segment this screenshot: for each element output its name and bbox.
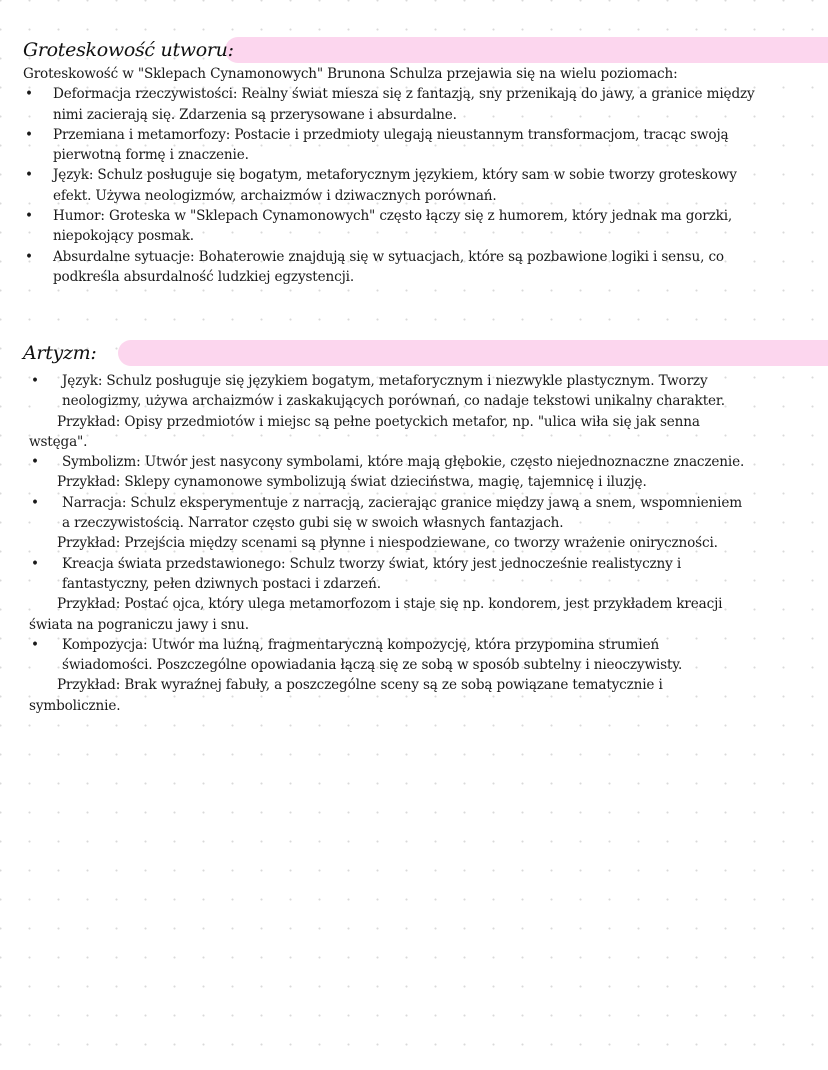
list-item-text: Kompozycja: Utwór ma luźną, fragmentaryczną kompozycję, która przypomina strumień świadomości. Poszczególne opowiadania łączą się ze sobą w sposób subtelny i nieoczywisty. (62, 636, 683, 674)
intro-paragraph: Groteskowość w "Sklepach Cynamonowych" Brunona Schulza przejawia się na wielu poziomach: (23, 66, 678, 82)
list-item (0, 125, 828, 166)
section-heading: Groteskowość utworu: (23, 39, 234, 61)
example-paragraph: Przykład: Brak wyraźnej fabuły, a poszczególne sceny są ze sobą powiązane tematycznie i symbolicznie. (29, 677, 663, 714)
bullet-icon: • (31, 454, 39, 471)
bullet-list (0, 84, 828, 287)
list-item (0, 165, 828, 206)
list-item-text: Humor: Groteska w "Sklepach Cynamonowych" często łączy się z humorem, który jednak ma gorzki, niepokojący posmak. (53, 208, 733, 245)
list-item-text: Język: Schulz posługuje się językiem bogatym, metaforycznym i niezwykle plastycznym. Tworzy neologizmy, używa archaizmów i zaskakujących porównań, co nadaje tekstowi unikalny charakter. (62, 373, 725, 410)
list-item (0, 493, 828, 554)
heading-highlight (225, 37, 828, 63)
list-item (0, 452, 828, 493)
example-paragraph: Przykład: Przejścia między scenami są płynne i niespodziewane, co tworzy wrażenie oniryczności. (57, 535, 718, 552)
bullet-icon: • (25, 167, 33, 184)
example-paragraph: Przykład: Sklepy cynamonowe symbolizują świat dzieciństwa, magię, tajemnicę i iluzję. (57, 474, 647, 491)
bullet-icon: • (25, 208, 33, 225)
section-heading-row (0, 340, 828, 368)
list-item (0, 635, 828, 716)
bullet-icon: • (31, 555, 39, 572)
list-item-text: Przemiana i metamorfozy: Postacie i przedmioty ulegają nieustannym transformacjom, tracąc swoją pierwotną formę i znaczenie. (53, 126, 729, 164)
list-item (0, 371, 828, 452)
list-item (0, 206, 828, 247)
list-item (0, 84, 828, 125)
bullet-icon: • (25, 86, 33, 103)
list-item (0, 554, 828, 635)
list-item (0, 247, 828, 288)
bullet-icon: • (31, 494, 39, 511)
example-paragraph: Przykład: Postać ojca, który ulega metamorfozom i staje się np. kondorem, jest przykładem kreacji świata na pograniczu jawy i snu. (29, 596, 723, 633)
list-item-text: Język: Schulz posługuje się bogatym, metaforycznym językiem, który sam w sobie tworzy groteskowy efekt. Używa neologizmów, archaizmów i dziwacznych porównań. (53, 167, 737, 204)
section-heading-row (0, 37, 828, 65)
bullet-icon: • (25, 248, 33, 265)
section-groteskowosc (0, 37, 828, 287)
bullet-icon: • (25, 126, 33, 143)
list-item-text: Kreacja świata przedstawionego: Schulz tworzy świat, który jest jednocześnie realistyczny i fantastyczny, pełen dziwnych postaci i zdarzeń. (62, 555, 682, 592)
list-item-text: Deformacja rzeczywistości: Realny świat miesza się z fantazją, sny przenikają do jawy, a granice między nimi zacierają się. Zdarzenia są przerysowane i absurdalne. (53, 86, 755, 123)
example-paragraph: Przykład: Opisy przedmiotów i miejsc są pełne poetyckich metafor, np. "ulica wiła się jak senna wstęga". (29, 413, 700, 450)
list-item-text: Narracja: Schulz eksperymentuje z narracją, zacierając granice między jawą a snem, wspomnieniem a rzeczywistością. Narrator często gubi się w swoich własnych fantazjach. (62, 494, 742, 532)
list-item-text: Symbolizm: Utwór jest nasycony symbolami, które mają głębokie, często niejednoznaczne znaczenie. (62, 454, 745, 471)
bullet-list (0, 371, 828, 716)
bullet-icon: • (31, 373, 39, 389)
bullet-icon: • (31, 636, 39, 653)
heading-highlight (118, 340, 828, 366)
section-heading: Artyzm: (23, 342, 97, 364)
section-artyzm (0, 340, 828, 716)
list-item-text: Absurdalne sytuacje: Bohaterowie znajdują się w sytuacjach, które są pozbawione logiki i sensu, co podkreśla absurdalność ludzkiej egzystencji. (53, 248, 724, 285)
